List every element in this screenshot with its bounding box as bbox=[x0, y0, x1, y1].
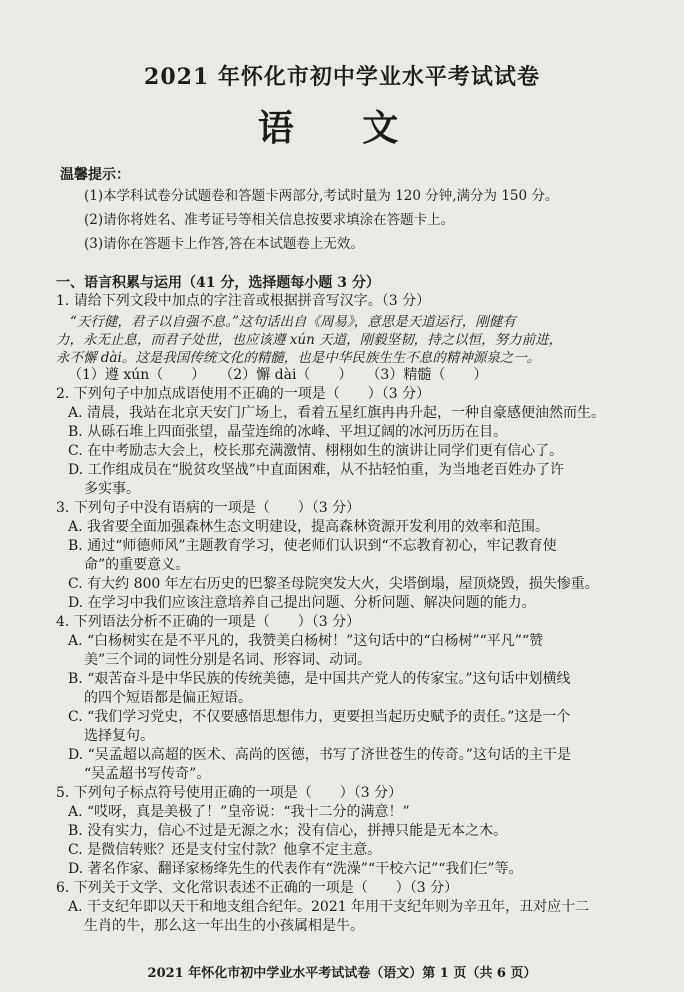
option-d: D. “吴孟超以高超的医术、高尚的医德，书写了济世苍生的传奇。”这句话的主干是 bbox=[68, 747, 571, 763]
question-6: 6. 下列关于文学、文化常识表述不正确的一项是（ ）（3 分） bbox=[56, 880, 459, 896]
subject-title: 语 文 bbox=[257, 107, 427, 149]
option-b: B. 通过“师德师风”主题教育学习，使老师们认识到“不忘教育初心，牢记教育使 bbox=[68, 538, 557, 554]
option-b: B. 没有实力，信心不过是无源之水；没有信心，拼搏只能是无本之木。 bbox=[68, 823, 508, 839]
option-a-cont: 美”三个词的词性分别是名词、形容词、动词。 bbox=[84, 652, 372, 668]
option-b: B. “艰苦奋斗是中华民族的传统美德，是中国共产党人的传家宝。”这句话中划横线 bbox=[68, 671, 571, 687]
option-b: B. 从砾石堆上四面张望，晶莹连绵的冰峰、平坦辽阔的冰河历历在目。 bbox=[68, 424, 508, 440]
section-heading: 一、语言积累与运用（41 分，选择题每小题 3 分） bbox=[56, 275, 380, 291]
question-4: 4. 下列语法分析不正确的一项是（ ）（3 分） bbox=[56, 614, 361, 630]
option-a: A. “哎呀，真是美极了！”皇帝说：“我十二分的满意！” bbox=[68, 804, 410, 820]
option-d: D. 著名作家、翻译家杨绛先生的代表作有“洗澡”“干校六记”“我们仨”等。 bbox=[68, 861, 523, 877]
question-5: 5. 下列句子标点符号使用正确的一项是（ ）（3 分） bbox=[56, 785, 403, 801]
option-c: C. 是微信转账？还是支付宝付款？他拿不定主意。 bbox=[68, 842, 382, 858]
notice-item: (1)本学科试卷分试题卷和答题卡两部分,考试时量为 120 分钟,满分为 150 分。 bbox=[84, 188, 559, 204]
option-c-cont: 选择复句。 bbox=[84, 728, 154, 744]
question-3: 3. 下列句子中没有语病的一项是（ ）（3 分） bbox=[56, 500, 361, 516]
passage-line: “天行健，君子以自强不息。”这句话出自《周易》，意思是天道运行，刚健有 bbox=[70, 314, 516, 330]
option-a: A. 干支纪年即以天干和地支组合纪年。2021 年用干支纪年则为辛丑年，丑对应十二 bbox=[68, 899, 590, 915]
page-footer: 2021 年怀化市初中学业水平考试试卷（语文）第 1 页（共 6 页） bbox=[147, 966, 537, 981]
option-b-cont: 命”的重要意义。 bbox=[84, 557, 190, 573]
option-d-cont: “吴孟超书写传奇”。 bbox=[84, 766, 211, 782]
option-b-cont: 的四个短语都是偏正短语。 bbox=[84, 690, 252, 706]
option-c: C. “我们学习党史，不仅要感悟思想伟力，更要担当起历史赋予的责任。”这是一个 bbox=[68, 709, 571, 725]
option-d-cont: 多实事。 bbox=[84, 481, 140, 497]
option-c: C. 在中考励志大会上，校长那充满激情、栩栩如生的演讲让同学们更有信心了。 bbox=[68, 443, 564, 459]
option-c: C. 有大约 800 年左右历史的巴黎圣母院突发大火，尖塔倒塌，屋顶烧毁，损失惨重。 bbox=[68, 576, 599, 592]
option-a: A. 我省要全面加强森林生态文明建设，提高森林资源开发利用的效率和范围。 bbox=[68, 519, 550, 535]
option-a: A. 清晨，我站在北京天安门广场上，看着五星红旗冉冉升起，一种自豪感便油然而生。 bbox=[68, 405, 606, 421]
option-d: D. 在学习中我们应该注意培养自己提出问题、分析问题、解决问题的能力。 bbox=[68, 595, 536, 611]
passage-line: 力，永无止息，而君子处世，也应该遵 xún 天道，刚毅坚韧，持之以恒，努力前进， bbox=[56, 332, 563, 348]
exam-title: 2021 年怀化市初中学业水平考试试卷 bbox=[144, 64, 540, 90]
question-1: 1. 请给下列文段中加点的字注音或根据拼音写汉字。（3 分） bbox=[56, 293, 431, 309]
answer-blanks: （1）遵 xún（ ） （2）懈 dài（ ） （3）精髓（ ） bbox=[68, 367, 488, 383]
notice-heading: 温馨提示： bbox=[60, 167, 130, 183]
question-2: 2. 下列句子中加点成语使用不正确的一项是（ ）（3 分） bbox=[56, 386, 431, 402]
notice-item: (2)请你将姓名、准考证号等相关信息按要求填涂在答题卡上。 bbox=[84, 212, 455, 228]
passage-line: 永不懈 dài。这是我国传统文化的精髓，也是中华民族生生不息的精神源泉之一。 bbox=[56, 350, 541, 366]
notice-item: (3)请你在答题卡上作答,答在本试题卷上无效。 bbox=[84, 236, 364, 252]
option-a: A. “白杨树实在是不平凡的，我赞美白杨树！”这句话中的“白杨树”“平凡”“赞 bbox=[68, 633, 544, 649]
option-a-cont: 生肖的牛，那么这一年出生的小孩属相是牛。 bbox=[84, 918, 364, 934]
option-d: D. 工作组成员在“脱贫攻坚战”中直面困难，从不拈轻怕重，为当地老百姓办了许 bbox=[68, 462, 564, 478]
